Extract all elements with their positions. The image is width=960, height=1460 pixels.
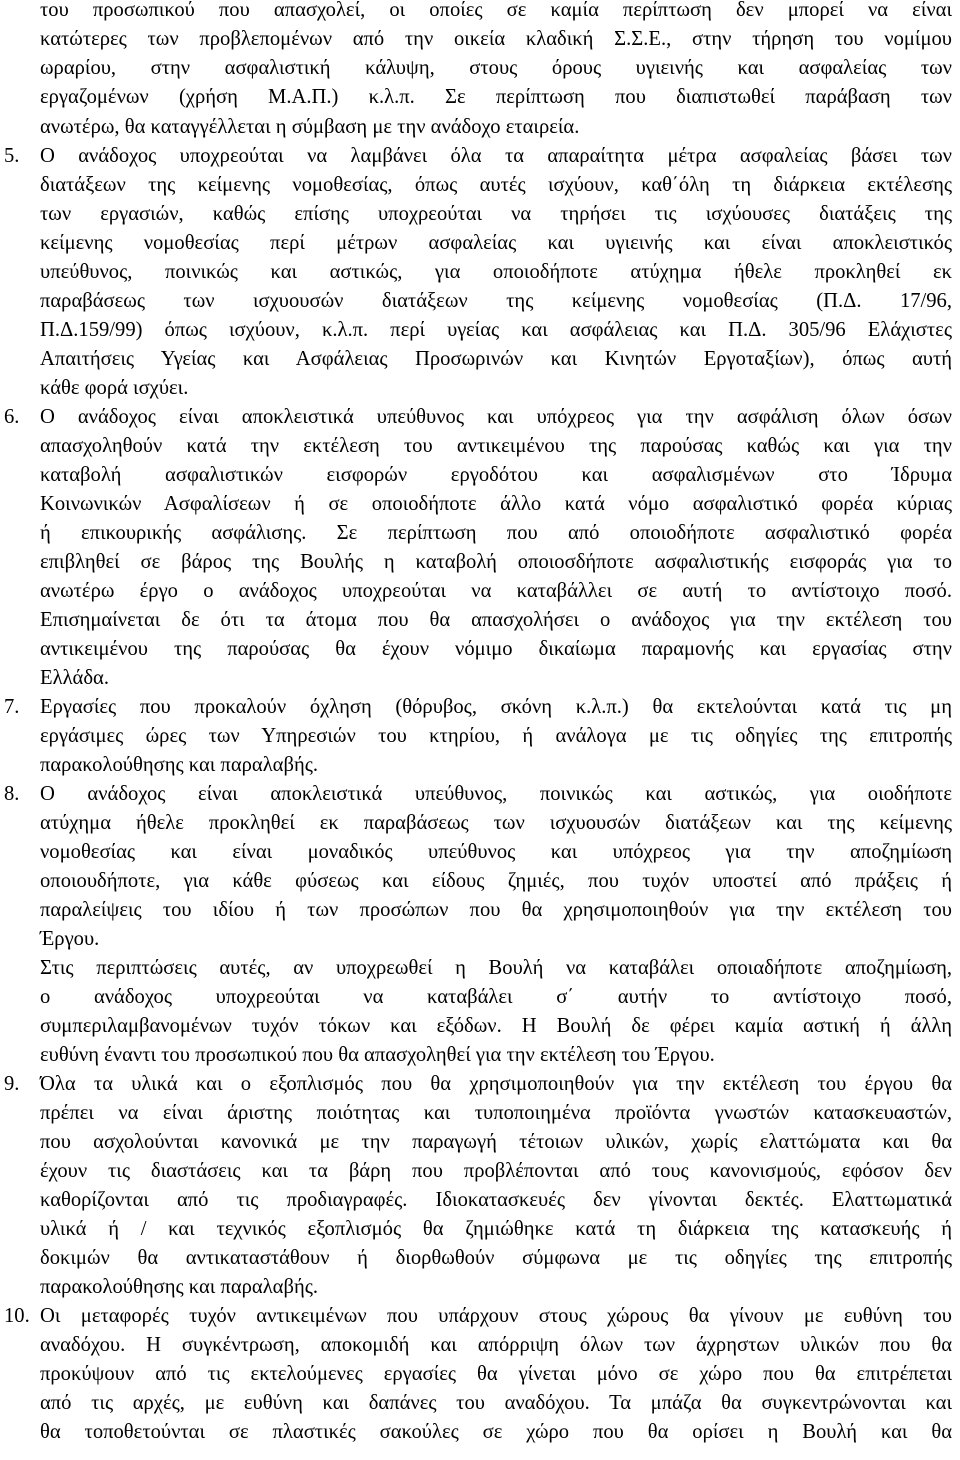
item-line: παραλείψεις του ιδίου ή των προσώπων που θα χρησιμοποιηθούν για την εκτέλεση του xyxy=(40,899,952,921)
item-line: πρέπει να είναι άριστης ποιότητας και τυποποιημένα προϊόντα γνωστών κατασκευαστών, xyxy=(40,1102,952,1124)
item-line: έχουν τις διαστάσεις και τα βάρη που προβλέπονται από τους κανονισμούς, εφόσον δεν xyxy=(40,1160,952,1182)
item-line: Ελλάδα. xyxy=(40,667,109,689)
item-line: αντικειμένου της παρούσας θα έχουν νόμιμο δικαίωμα παραμονής και εργασίας στην xyxy=(40,638,952,660)
item-line: Ο ανάδοχος είναι αποκλειστικά υπεύθυνος, ποινικώς και αστικώς, για οιοδήποτε xyxy=(40,783,952,805)
item-line: από τις αρχές, με ευθύνη και δαπάνες του αναδόχου. Τα μπάζα θα συγκεντρώνονται και xyxy=(40,1392,952,1414)
item-line: κάθε φορά ισχύει. xyxy=(40,377,189,399)
item-line: Οι μεταφορές τυχόν αντικειμένων που υπάρχουν στους χώρους θα γίνουν με ευθύνη του xyxy=(40,1305,952,1327)
item-number: 7. xyxy=(4,696,20,718)
item-number: 8. xyxy=(4,783,20,805)
item-line: παρακολούθησης και παραλαβής. xyxy=(40,754,319,776)
item-number: 10. xyxy=(4,1305,30,1327)
item-line: Στις περιπτώσεις αυτές, αν υποχρεωθεί η Βουλή να καταβάλει οποιαδήποτε αποζημίωση, xyxy=(40,957,952,979)
item-line: συμπεριλαμβανομένων τυχόν τόκων και εξόδων. Η Βουλή δε φέρει καμία αστική ή άλλη xyxy=(40,1015,952,1037)
item-line: επιβληθεί σε βάρος της Βουλής η καταβολή οποιοσδήποτε ασφαλιστικής εισφοράς για το xyxy=(40,551,952,573)
item-line: Π.Δ.159/99) όπως ισχύουν, κ.λ.π. περί υγείας και ασφάλειας και Π.Δ. 305/96 Ελάχιστες xyxy=(40,319,952,341)
item-line: απασχοληθούν κατά την εκτέλεση του αντικειμένου της παρούσας καθώς και για την xyxy=(40,435,952,457)
item-line: Κοινωνικών Ασφαλίσεων ή σε οποιοδήποτε άλλο κατά νόμο ασφαλιστικό φορέα κύριας xyxy=(40,493,952,515)
item-line: Έργου. xyxy=(40,928,100,950)
item-line: δοκιμών θα αντικαταστάθουν ή διορθωθούν σύμφωνα με τις οδηγίες της επιτροπής xyxy=(40,1247,952,1269)
item-line: διατάξεων της κείμενης νομοθεσίας, όπως αυτές ισχύουν, καθ΄όλη τη διάρκεια εκτέλεσης xyxy=(40,174,952,196)
item-line: ο ανάδοχος υποχρεούται να καταβάλει σ΄ αυτήν το αντίστοιχο ποσό, xyxy=(40,986,952,1008)
item-number: 9. xyxy=(4,1073,20,1095)
intro-line: ανωτέρω, θα καταγγέλλεται η σύμβαση με την ανάδοχο εταιρεία. xyxy=(40,116,580,138)
item-line: Ο ανάδοχος υποχρεούται να λαμβάνει όλα τα απαραίτητα μέτρα ασφαλείας βάσει των xyxy=(40,145,952,167)
item-line: των εργασιών, καθώς επίσης υποχρεούται να τηρήσει τις ισχύουσες διατάξεις της xyxy=(40,203,952,225)
item-line: κείμενης νομοθεσίας περί μέτρων ασφαλείας και υγιεινής και είναι αποκλειστικός xyxy=(40,232,952,254)
item-line: ατύχημα ήθελε προκληθεί εκ παραβάσεως των ισχυουσών διατάξεων και της κείμενης xyxy=(40,812,952,834)
item-line: καθορίζονται από τις προδιαγραφές. Ιδιοκατασκευές δεν γίνονται δεκτές. Ελαττωματικά xyxy=(40,1189,952,1211)
item-line: Επισημαίνεται δε ότι τα άτομα που θα απασχολήσει ο ανάδοχος για την εκτέλεση του xyxy=(40,609,952,631)
item-line: αναδόχου. Η συγκέντρωση, αποκομιδή και απόρριψη όλων των άχρηστων υλικών που θα xyxy=(40,1334,952,1356)
item-line: παρακολούθησης και παραλαβής. xyxy=(40,1276,319,1298)
intro-line: κατώτερες των προβλεπομένων από την οικεία κλαδική Σ.Σ.Ε., στην τήρηση του νομίμου xyxy=(40,28,952,50)
item-line: παραβάσεως των ισχυουσών διατάξεων της κείμενης νομοθεσίας (Π.Δ. 17/96, xyxy=(40,290,952,312)
item-line: υλικά ή / και τεχνικός εξοπλισμός θα ζημιώθηκε κατά τη διάρκεια της κατασκευής ή xyxy=(40,1218,952,1240)
item-line: ευθύνη έναντι του προσωπικού που θα απασχοληθεί για την εκτέλεση του Έργου. xyxy=(40,1044,715,1066)
item-line: καταβολή ασφαλιστικών εισφορών εργοδότου και ασφαλισμένων στο Ίδρυμα xyxy=(40,464,952,486)
item-line: εργάσιμες ώρες των Υπηρεσιών του κτηρίου, ή ανάλογα με τις οδηγίες της επιτροπής xyxy=(40,725,952,747)
item-line: ή επικουρικής ασφάλισης. Σε περίπτωση που από οποιοδήποτε ασφαλιστικό φορέα xyxy=(40,522,952,544)
intro-line: εργαζομένων (χρήση Μ.Α.Π.) κ.λ.π. Σε περίπτωση που διαπιστωθεί παράβαση των xyxy=(40,86,952,108)
item-number: 6. xyxy=(4,406,20,428)
item-line: ανωτέρω έργο ο ανάδοχος υποχρεούται να καταβάλλει σε αυτή το αντίστοιχο ποσό. xyxy=(40,580,952,602)
item-line: υπεύθυνος, ποινικώς και αστικώς, για οποιοδήποτε ατύχημα ήθελε προκληθεί εκ xyxy=(40,261,952,283)
item-line: Ο ανάδοχος είναι αποκλειστικά υπεύθυνος και υπόχρεος για την ασφάλιση όλων όσων xyxy=(40,406,952,428)
item-line: Εργασίες που προκαλούν όχληση (θόρυβος, σκόνη κ.λ.π.) θα εκτελούνται κατά τις μη xyxy=(40,696,952,718)
item-line: Όλα τα υλικά και ο εξοπλισμός που θα χρησιμοποιηθούν για την εκτέλεση του έργου θα xyxy=(40,1073,952,1095)
item-line: νομοθεσίας και είναι μοναδικός υπεύθυνος και υπόχρεος για την αποζημίωση xyxy=(40,841,952,863)
item-line: προκύψουν από τις εκτελούμενες εργασίες θα γίνεται μόνο σε χώρο που θα επιτρέπεται xyxy=(40,1363,952,1385)
item-line: θα τοποθετούνται σε πλαστικές σακούλες σε χώρο που θα ορίσει η Βουλή και θα xyxy=(40,1421,952,1443)
intro-line: ωραρίου, στην ασφαλιστική κάλυψη, στους όρους υγιεινής και ασφαλείας των xyxy=(40,57,952,79)
intro-line: του προσωπικού που απασχολεί, οι οποίες σε καμία περίπτωση δεν μπορεί να είναι xyxy=(40,0,952,21)
item-line: Απαιτήσεις Υγείας και Ασφάλειας Προσωρινών και Κινητών Εργοταξίων), όπως αυτή xyxy=(40,348,952,370)
item-line: οποιουδήποτε, για κάθε φύσεως και είδους ζημιές, που τυχόν υποστεί από πράξεις ή xyxy=(40,870,952,892)
item-number: 5. xyxy=(4,145,20,167)
item-line: που ασχολούνται κανονικά με την παραγωγή τέτοιων υλικών, χωρίς ελαττώματα και θα xyxy=(40,1131,952,1153)
